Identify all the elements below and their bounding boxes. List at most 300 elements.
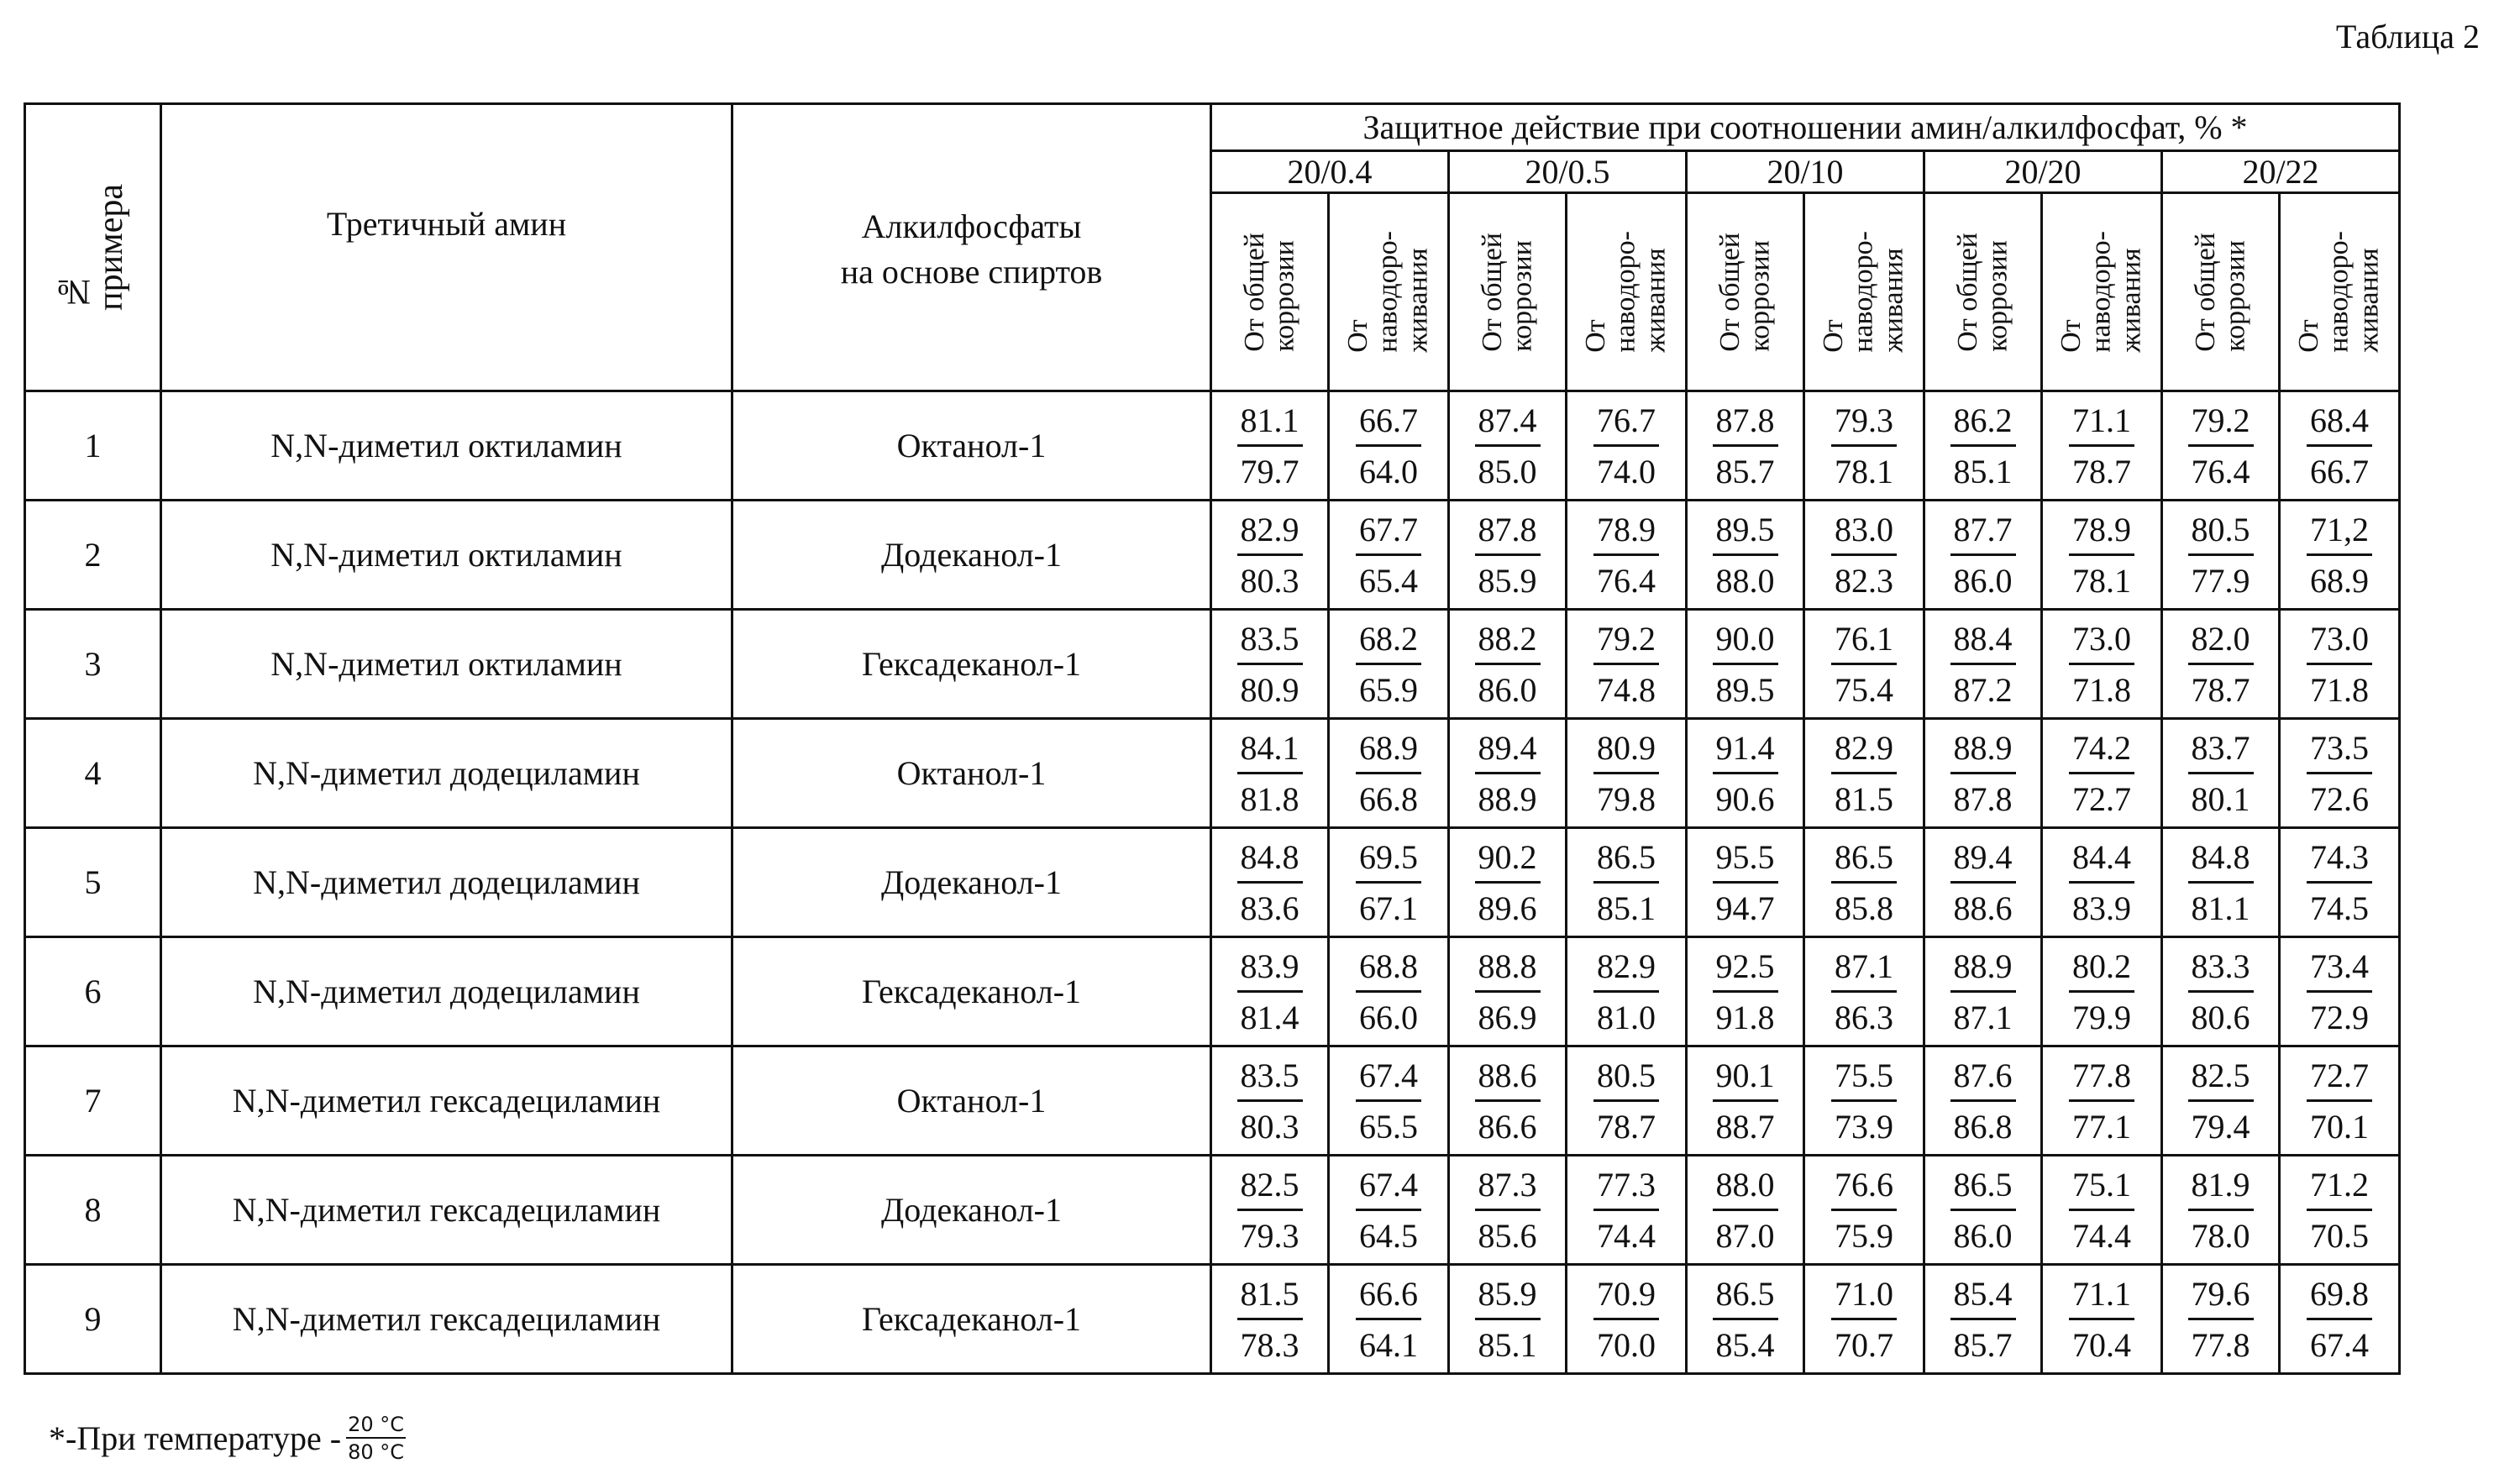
cell-value-fraction [1211,1046,1329,1156]
value-at-20c: 67.4 [1356,1167,1421,1211]
value-fraction [1831,839,1897,927]
value-at-20c: 73.0 [2307,621,2372,665]
value-at-20c: 78.9 [2069,511,2134,556]
ratio-header: 20/20 [1924,151,2162,193]
value-fraction [1237,621,1303,709]
value-at-20c: 84.8 [2188,839,2254,884]
value-at-20c: 71.1 [2069,1276,2134,1320]
value-at-80c: 80.3 [1240,1108,1299,1146]
value-at-80c: 70.7 [1835,1326,1893,1364]
value-fraction [2069,402,2134,490]
value-at-80c: 87.0 [1715,1217,1775,1255]
value-fraction [1950,1057,2016,1146]
cell-value-fraction [1449,828,1567,937]
cell-amine: N,N-диметил додециламин [161,937,732,1046]
value-at-20c: 92.5 [1713,948,1778,993]
value-at-80c: 81.1 [2191,889,2250,927]
value-at-80c: 82.3 [1835,562,1893,600]
value-fraction [1593,1276,1659,1364]
value-fraction [1713,1276,1778,1364]
value-fraction [1237,1167,1303,1255]
value-at-20c: 69.8 [2307,1276,2372,1320]
cell-value-fraction [2042,937,2162,1046]
value-at-80c: 77.8 [2191,1326,2250,1364]
value-at-80c: 71.8 [2072,671,2131,709]
value-at-20c: 72.7 [2307,1057,2372,1102]
value-fraction [1713,402,1778,490]
cell-example-no: 9 [25,1265,161,1374]
value-fraction [1831,730,1897,818]
header-example-no-label: № примера [55,184,131,311]
value-at-80c: 79.3 [1240,1217,1299,1255]
subheader-hydrogenation [1567,193,1687,391]
value-fraction [1593,511,1659,600]
value-fraction [2069,948,2134,1036]
ratio-header: 20/0.4 [1211,151,1449,193]
value-at-20c: 86.5 [1713,1276,1778,1320]
value-at-20c: 88.6 [1475,1057,1541,1102]
value-at-20c: 83.5 [1237,621,1303,665]
cell-value-fraction [2162,828,2280,937]
value-at-20c: 79.6 [2188,1276,2254,1320]
value-at-80c: 78.7 [1597,1108,1656,1146]
footnote-temperature-fraction [346,1413,406,1464]
value-at-20c: 68.2 [1356,621,1421,665]
value-at-80c: 80.9 [1240,671,1299,709]
cell-value-fraction [1329,501,1449,610]
value-at-20c: 80.5 [2188,511,2254,556]
value-at-20c: 87.8 [1475,511,1541,556]
cell-value-fraction [1804,610,1924,719]
value-fraction [1831,621,1897,709]
value-at-80c: 85.1 [1953,453,2013,490]
cell-amine: N,N-диметил додециламин [161,828,732,937]
cell-value-fraction [1687,391,1804,501]
cell-value-fraction [1567,828,1687,937]
value-at-80c: 74.0 [1597,453,1656,490]
value-at-20c: 82.0 [2188,621,2254,665]
table-row [25,719,2400,828]
value-at-80c: 85.8 [1835,889,1893,927]
value-at-20c: 68.4 [2307,402,2372,447]
cell-value-fraction [1329,1156,1449,1265]
value-at-20c: 86.5 [1831,839,1897,884]
footnote-temp-top: 20 °C [346,1413,406,1439]
value-at-20c: 88.0 [1713,1167,1778,1211]
value-at-20c: 88.4 [1950,621,2016,665]
cell-value-fraction [1687,1046,1804,1156]
value-fraction [1237,1057,1303,1146]
cell-value-fraction [2280,501,2400,610]
value-fraction [1713,948,1778,1036]
value-at-80c: 77.9 [2191,562,2250,600]
value-fraction [1950,1276,2016,1364]
cell-value-fraction [1329,1265,1449,1374]
value-at-80c: 90.6 [1715,780,1775,818]
ratio-header: 20/0.5 [1449,151,1687,193]
value-fraction [1831,511,1897,600]
cell-value-fraction [2162,1046,2280,1156]
value-fraction [1475,402,1541,490]
cell-value-fraction [1211,501,1329,610]
value-at-80c: 70.4 [2072,1326,2131,1364]
cell-amine: N,N-диметил додециламин [161,719,732,828]
value-at-20c: 71.1 [2069,402,2134,447]
cell-value-fraction [1804,391,1924,501]
table-row [25,828,2400,937]
cell-value-fraction [1804,1265,1924,1374]
value-fraction [1831,1167,1897,1255]
value-fraction [2069,730,2134,818]
cell-example-no: 2 [25,501,161,610]
cell-value-fraction [1804,501,1924,610]
cell-example-no: 6 [25,937,161,1046]
cell-value-fraction [2162,937,2280,1046]
cell-value-fraction [1924,1046,2042,1156]
value-fraction [1950,948,2016,1036]
cell-example-no: 3 [25,610,161,719]
cell-alcohol: Октанол-1 [732,391,1211,501]
footnote-prefix: *-При температуре - [49,1419,342,1458]
cell-value-fraction [1449,1265,1567,1374]
value-fraction [1950,730,2016,818]
value-at-20c: 89.4 [1475,730,1541,774]
value-at-20c: 66.7 [1356,402,1421,447]
value-at-20c: 77.3 [1593,1167,1659,1211]
cell-value-fraction [1567,719,1687,828]
value-fraction [1475,839,1541,927]
ratio-header: 20/10 [1687,151,1924,193]
cell-value-fraction [2280,937,2400,1046]
cell-alcohol: Додеканол-1 [732,501,1211,610]
value-at-20c: 89.5 [1713,511,1778,556]
value-fraction [2307,402,2372,490]
value-fraction [2069,839,2134,927]
value-at-80c: 77.1 [2072,1108,2131,1146]
value-fraction [2307,511,2372,600]
cell-value-fraction [2042,828,2162,937]
value-at-20c: 81.9 [2188,1167,2254,1211]
value-at-80c: 79.8 [1597,780,1656,818]
value-fraction [2188,839,2254,927]
cell-value-fraction [2162,391,2280,501]
header-protective-effect-label: Защитное действие при соотношении амин/алкилфосфат, % * [1362,108,2248,146]
value-at-80c: 79.9 [2072,999,2131,1036]
value-at-80c: 85.1 [1597,889,1656,927]
value-fraction [1713,1057,1778,1146]
table-row [25,1046,2400,1156]
value-at-20c: 76.7 [1593,402,1659,447]
header-amine-label: Третичный амин [326,205,567,243]
subheader-label: От общей коррозии [1714,232,1776,352]
cell-value-fraction [1329,391,1449,501]
value-at-80c: 78.1 [2072,562,2131,600]
subheader-corrosion [2162,193,2280,391]
value-at-20c: 79.3 [1831,402,1897,447]
table-row [25,391,2400,501]
value-at-80c: 66.7 [2310,453,2369,490]
value-at-80c: 85.1 [1478,1326,1537,1364]
subheader-label: От общей коррозии [1951,232,2013,352]
value-fraction [1237,1276,1303,1364]
value-at-20c: 87.7 [1950,511,2016,556]
cell-amine: N,N-диметил октиламин [161,501,732,610]
cell-alcohol: Гексадеканол-1 [732,1265,1211,1374]
value-at-80c: 78.1 [1835,453,1893,490]
value-fraction [2069,1057,2134,1146]
cell-value-fraction [1449,501,1567,610]
value-fraction [1831,1057,1897,1146]
value-fraction [1713,730,1778,818]
value-at-80c: 75.4 [1835,671,1893,709]
value-at-20c: 74.2 [2069,730,2134,774]
value-at-80c: 86.6 [1478,1108,1537,1146]
value-at-80c: 81.5 [1835,780,1893,818]
cell-value-fraction [1211,1156,1329,1265]
value-at-20c: 83.0 [1831,511,1897,556]
value-at-20c: 83.9 [1237,948,1303,993]
value-at-80c: 73.9 [1835,1108,1893,1146]
value-fraction [2188,1276,2254,1364]
value-at-80c: 83.9 [2072,889,2131,927]
subheader-label: От общей коррозии [2189,232,2251,352]
cell-value-fraction [2162,1156,2280,1265]
value-at-80c: 89.6 [1478,889,1537,927]
header-alkylphosphates-line2: на основе спиртов [840,253,1103,291]
value-fraction [2188,948,2254,1036]
value-at-20c: 82.9 [1593,948,1659,993]
value-at-80c: 85.9 [1478,562,1537,600]
value-fraction [1475,1167,1541,1255]
cell-value-fraction [1449,391,1567,501]
value-at-80c: 85.7 [1715,453,1775,490]
value-at-80c: 87.2 [1953,671,2013,709]
header-alkylphosphates-line1: Алкилфосфаты [861,207,1082,245]
value-at-20c: 87.1 [1831,948,1897,993]
value-at-20c: 90.1 [1713,1057,1778,1102]
table-row [25,501,2400,610]
value-at-80c: 80.6 [2191,999,2250,1036]
value-fraction [1237,839,1303,927]
value-fraction [2069,1167,2134,1255]
value-at-80c: 81.4 [1240,999,1299,1036]
table-row [25,1265,2400,1374]
cell-value-fraction [1567,937,1687,1046]
cell-example-no: 8 [25,1156,161,1265]
value-fraction [2307,1167,2372,1255]
subheader-label: От наводоро- живания [1342,231,1434,353]
value-at-80c: 65.4 [1359,562,1418,600]
value-at-80c: 64.1 [1359,1326,1418,1364]
table-caption: Таблица 2 [2335,18,2480,55]
table-row [25,610,2400,719]
value-at-80c: 78.0 [2191,1217,2250,1255]
value-at-20c: 83.5 [1237,1057,1303,1102]
value-at-20c: 73.5 [2307,730,2372,774]
cell-alcohol: Октанол-1 [732,719,1211,828]
header-amine [161,104,732,391]
subheader-hydrogenation [2042,193,2162,391]
cell-value-fraction [1567,1156,1687,1265]
value-at-80c: 76.4 [1597,562,1656,600]
value-at-80c: 91.8 [1715,999,1775,1036]
subheader-hydrogenation [1804,193,1924,391]
value-at-80c: 78.7 [2072,453,2131,490]
value-at-20c: 83.3 [2188,948,2254,993]
cell-alcohol: Гексадеканол-1 [732,610,1211,719]
value-fraction [1831,1276,1897,1364]
value-fraction [2307,1276,2372,1364]
value-fraction [2069,621,2134,709]
cell-example-no: 5 [25,828,161,937]
cell-value-fraction [1924,1265,2042,1374]
table-row [25,1156,2400,1265]
cell-value-fraction [2280,828,2400,937]
value-at-20c: 81.5 [1237,1276,1303,1320]
cell-value-fraction [1449,1156,1567,1265]
value-at-80c: 81.0 [1597,999,1656,1036]
cell-value-fraction [1211,937,1329,1046]
footnote-temp-bottom: 80 °C [348,1440,405,1465]
cell-value-fraction [2280,1265,2400,1374]
value-at-80c: 70.0 [1597,1326,1656,1364]
cell-amine: N,N-диметил гексадециламин [161,1046,732,1156]
cell-alcohol: Гексадеканол-1 [732,937,1211,1046]
cell-value-fraction [2162,501,2280,610]
cell-value-fraction [1329,937,1449,1046]
value-at-80c: 83.6 [1240,889,1299,927]
header-example-no [25,104,161,391]
value-at-20c: 80.2 [2069,948,2134,993]
value-fraction [1593,948,1659,1036]
cell-example-no: 7 [25,1046,161,1156]
value-at-80c: 88.0 [1715,562,1775,600]
subheader-corrosion [1924,193,2042,391]
value-at-80c: 72.9 [2310,999,2369,1036]
cell-value-fraction [1924,391,2042,501]
cell-value-fraction [2280,1156,2400,1265]
value-at-80c: 94.7 [1715,889,1775,927]
cell-alcohol: Додеканол-1 [732,1156,1211,1265]
value-at-20c: 76.6 [1831,1167,1897,1211]
value-at-80c: 86.8 [1953,1108,2013,1146]
subheader-label: От наводоро- живания [1818,231,1909,353]
value-at-20c: 86.5 [1950,1167,2016,1211]
cell-amine: N,N-диметил гексадециламин [161,1265,732,1374]
value-at-20c: 78.9 [1593,511,1659,556]
value-at-20c: 79.2 [2188,402,2254,447]
data-table [24,102,2401,1375]
value-at-20c: 88.8 [1475,948,1541,993]
cell-value-fraction [1329,828,1449,937]
cell-value-fraction [2042,1265,2162,1374]
value-at-20c: 83.7 [2188,730,2254,774]
value-at-20c: 86.2 [1950,402,2016,447]
cell-value-fraction [1804,1046,1924,1156]
value-at-20c: 71.0 [1831,1276,1897,1320]
value-fraction [1593,402,1659,490]
cell-value-fraction [1449,1046,1567,1156]
value-fraction [1237,730,1303,818]
cell-example-no: 1 [25,391,161,501]
value-at-20c: 84.8 [1237,839,1303,884]
subheader-label: От общей коррозии [1238,232,1300,352]
cell-value-fraction [1924,1156,2042,1265]
cell-value-fraction [1567,391,1687,501]
cell-value-fraction [2042,391,2162,501]
value-at-20c: 75.1 [2069,1167,2134,1211]
value-fraction [2307,1057,2372,1146]
value-at-80c: 74.5 [2310,889,2369,927]
cell-value-fraction [2042,501,2162,610]
value-fraction [1713,621,1778,709]
value-at-20c: 77.8 [2069,1057,2134,1102]
value-fraction [2188,1057,2254,1146]
value-at-80c: 87.8 [1953,780,2013,818]
value-at-80c: 70.5 [2310,1217,2369,1255]
cell-value-fraction [1329,610,1449,719]
subheader-corrosion [1687,193,1804,391]
value-at-80c: 86.0 [1953,562,2013,600]
cell-value-fraction [1687,501,1804,610]
value-fraction [1475,1276,1541,1364]
cell-value-fraction [2042,719,2162,828]
cell-value-fraction [1804,719,1924,828]
cell-value-fraction [1687,1265,1804,1374]
cell-value-fraction [1687,1156,1804,1265]
header-protective-effect [1211,104,2400,151]
cell-value-fraction [2162,610,2280,719]
value-fraction [2307,948,2372,1036]
value-at-80c: 72.6 [2310,780,2369,818]
value-at-80c: 75.9 [1835,1217,1893,1255]
cell-value-fraction [1449,719,1567,828]
value-at-20c: 87.3 [1475,1167,1541,1211]
value-fraction [1356,402,1421,490]
value-fraction [2069,511,2134,600]
subheader-label: От наводоро- живания [1580,231,1672,353]
value-fraction [1475,511,1541,600]
cell-value-fraction [2280,391,2400,501]
value-at-80c: 78.7 [2191,671,2250,709]
value-at-80c: 81.8 [1240,780,1299,818]
value-fraction [1356,1276,1421,1364]
value-at-80c: 86.0 [1478,671,1537,709]
cell-value-fraction [1211,719,1329,828]
value-fraction [1475,730,1541,818]
cell-value-fraction [1329,719,1449,828]
cell-value-fraction [1567,1265,1687,1374]
value-at-20c: 82.5 [1237,1167,1303,1211]
value-at-20c: 87.6 [1950,1057,2016,1102]
value-fraction [1237,948,1303,1036]
value-at-20c: 88.2 [1475,621,1541,665]
value-fraction [1950,621,2016,709]
value-at-80c: 74.4 [2072,1217,2131,1255]
cell-value-fraction [1329,1046,1449,1156]
value-at-20c: 74.3 [2307,839,2372,884]
value-at-20c: 80.9 [1593,730,1659,774]
value-at-20c: 71,2 [2307,511,2372,556]
cell-value-fraction [2280,610,2400,719]
value-at-20c: 71.2 [2307,1167,2372,1211]
value-fraction [2307,730,2372,818]
cell-value-fraction [1804,1156,1924,1265]
cell-value-fraction [1924,828,2042,937]
value-fraction [1593,730,1659,818]
cell-value-fraction [2042,1156,2162,1265]
value-at-80c: 85.0 [1478,453,1537,490]
